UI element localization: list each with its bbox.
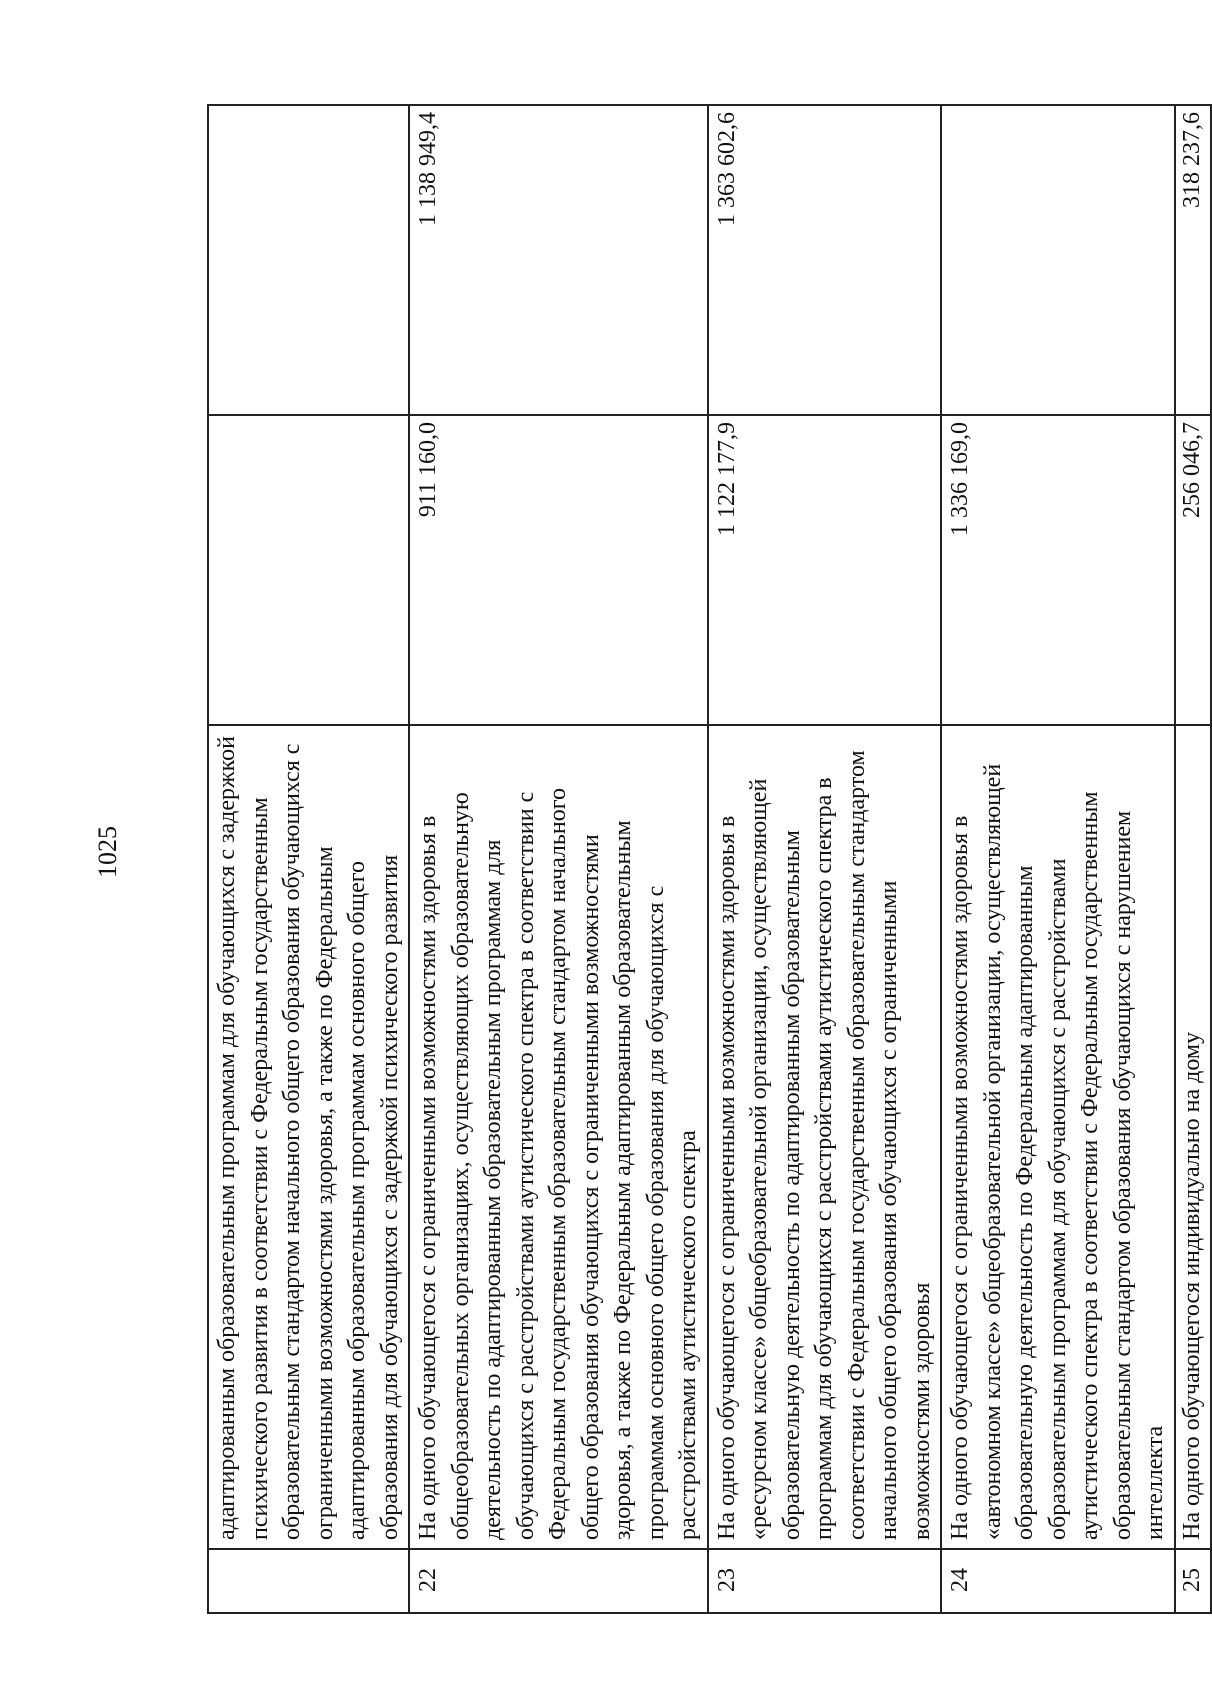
row-description: На одного обучающегося с ограниченными возможностями здоровья в «автономном классе» общеобразовательной организации, осуществляющей образовательную деятельность по Федеральным адаптированным образовательным программам для обучающихся с расстройствами аутистического спектра в соответствии с Федеральным государственным образовательным стандартом образования обучающихся с нарушением интеллекта bbox=[941, 725, 1175, 1549]
row-value-1: 1 336 169,0 bbox=[941, 415, 1175, 725]
row-number: 24 bbox=[941, 1549, 1175, 1613]
table-row-22 bbox=[409, 105, 708, 1613]
row-number: 22 bbox=[409, 1549, 708, 1613]
table-container bbox=[207, 106, 1205, 1614]
row-number: 25 bbox=[1175, 1549, 1211, 1613]
row-description: На одного обучающегося с ограниченными возможностями здоровья в общеобразовательных организациях, осуществляющих образовательную деятельность по адаптированным образовательным программам для обучающихся с расстройствами аутистического спектра в соответствии с Федеральным государственным образовательным стандартом начального общего образования обучающихся с ограниченными возможностями здоровья, а также по Федеральным адаптированным образовательным программам основного общего образования для обучающихся с расстройствами аутистического спектра bbox=[409, 725, 708, 1549]
row-description: На одного обучающегося индивидуально на дому bbox=[1175, 725, 1211, 1549]
row-number: 23 bbox=[708, 1549, 942, 1613]
row-number bbox=[208, 1549, 409, 1613]
row-value-1 bbox=[208, 415, 409, 725]
table-row-24 bbox=[941, 105, 1175, 1613]
row-value-1: 256 046,7 bbox=[1175, 415, 1211, 725]
table-row-continuation bbox=[208, 105, 409, 1613]
row-value-1: 911 160,0 bbox=[409, 415, 708, 725]
row-description: На одного обучающегося с ограниченными возможностями здоровья в «ресурсном классе» общеобразовательной организации, осуществляющей образовательную деятельность по адаптированным образовательным программам для обучающихся с расстройствами аутистического спектра в соответствии с Федеральным государственным образовательным стандартом начального общего образования обучающихся с ограниченными возможностями здоровья bbox=[708, 725, 942, 1549]
row-value-2 bbox=[941, 105, 1175, 415]
row-value-2: 318 237,6 bbox=[1175, 105, 1211, 415]
row-value-2: 1 138 949,4 bbox=[409, 105, 708, 415]
row-value-1: 1 122 177,9 bbox=[708, 415, 942, 725]
table-row-23 bbox=[708, 105, 942, 1613]
page-number: 1025 bbox=[93, 826, 122, 878]
row-value-2 bbox=[208, 105, 409, 415]
cost-standards-table bbox=[207, 104, 1212, 1614]
row-value-2: 1 363 602,6 bbox=[708, 105, 942, 415]
row-description: адаптированным образовательным программам для обучающихся с задержкой психического развития в соответствии с Федеральным государственным образовательным стандартом начального общего образования обучающихся с ограниченными возможностями здоровья, а также по Федеральным адаптированным образовательным программам основного общего образования для обучающихся с задержкой психического развития bbox=[208, 725, 409, 1549]
table-row-25 bbox=[1175, 105, 1211, 1613]
